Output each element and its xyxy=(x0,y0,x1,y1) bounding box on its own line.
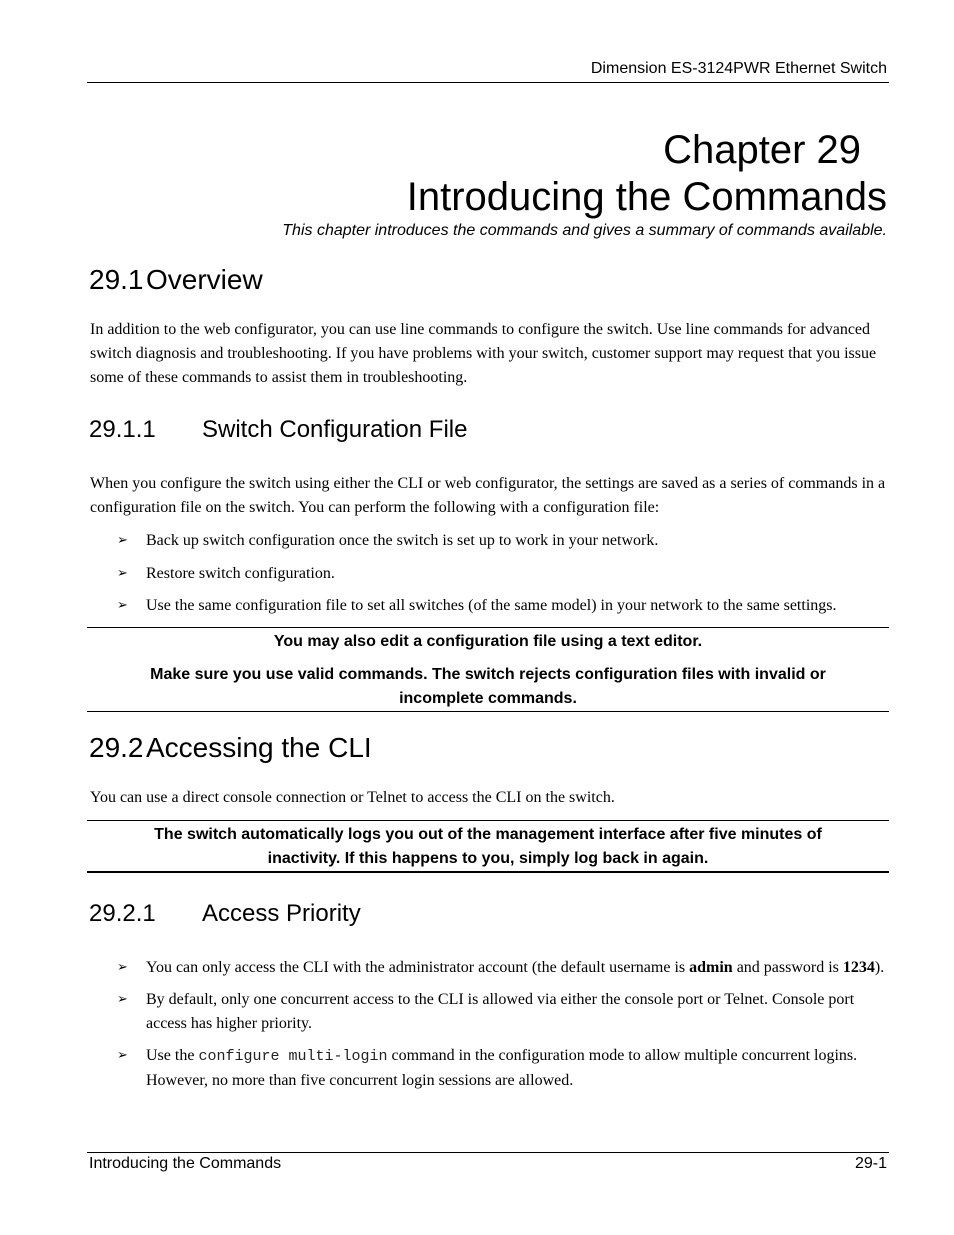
arrow-bullet-icon: ➢ xyxy=(117,533,128,548)
list-item: ➢ By default, only one concurrent access to the CLI is allowed via either the console port or Telnet. Console port access has higher priority. xyxy=(117,988,892,1036)
chapter-title xyxy=(407,127,887,221)
note-line: The switch automatically logs you out of the management interface after five minutes of inactivity. If this happens to you, simply log back in again. xyxy=(154,826,822,867)
arrow-bullet-icon: ➢ xyxy=(117,566,128,581)
chapter-number: Chapter 29 xyxy=(663,127,861,172)
list-item: ➢ Back up switch configuration once the switch is set up to work in your network. xyxy=(117,529,892,553)
arrow-bullet-icon: ➢ xyxy=(117,992,128,1007)
section-title: Switch Configuration File xyxy=(202,416,468,443)
footer-chapter-name: Introducing the Commands xyxy=(89,1155,282,1172)
chapter-intro: This chapter introduces the commands and gives a summary of commands available. xyxy=(282,222,887,239)
document-page xyxy=(87,0,889,1235)
section-heading-29-2-1 xyxy=(89,900,361,928)
section-heading-29-1 xyxy=(89,264,263,296)
header-rule xyxy=(87,82,889,83)
note-box-logout xyxy=(87,820,889,873)
page-number: 29-1 xyxy=(854,1155,887,1172)
arrow-bullet-icon: ➢ xyxy=(117,960,128,975)
list-item: ➢ You can only access the CLI with the administrator account (the default username is admin and password is 1234). xyxy=(117,956,892,980)
section-title: Accessing the CLI xyxy=(146,732,372,763)
section-number: 29.2 xyxy=(89,732,144,763)
list-item: ➢ Restore switch configuration. xyxy=(117,562,892,586)
config-file-paragraph: When you configure the switch using either the CLI or web configurator, the settings are saved as a series of commands in a configuration file on the switch. You can perform the following with a configuration file: xyxy=(90,475,886,516)
section-heading-29-1-1 xyxy=(89,416,467,444)
note-line: You may also edit a configuration file using a text editor. xyxy=(273,633,703,650)
list-item: ➢ Use the same configuration file to set all switches (of the same model) in your network to the same settings. xyxy=(117,594,892,618)
section-heading-29-2 xyxy=(89,732,372,764)
section-title: Overview xyxy=(146,264,263,295)
section-number: 29.2.1 xyxy=(89,900,156,927)
list-item: ➢ Use the configure multi-login command in the configuration mode to allow multiple concurrent logins. However, no more than five concurrent login sessions are allowed. xyxy=(117,1044,892,1093)
section-number: 29.1 xyxy=(89,264,144,295)
arrow-bullet-icon: ➢ xyxy=(117,1048,128,1063)
overview-paragraph: In addition to the web configurator, you can use line commands to configure the switch. Use line commands for advanced switch diagnosis and troubleshooting. If you have problems with your switch, customer support may request that you issue some of these commands to assist them in troubleshooting. xyxy=(90,321,877,386)
config-file-bullets xyxy=(117,529,892,618)
chapter-name: Introducing the Commands xyxy=(406,174,887,219)
section-number: 29.1.1 xyxy=(89,416,156,443)
default-username: admin xyxy=(689,959,733,976)
arrow-bullet-icon: ➢ xyxy=(117,598,128,613)
section-title: Access Priority xyxy=(202,900,361,927)
note-box-config xyxy=(87,627,889,712)
default-password: 1234 xyxy=(842,959,875,976)
note-line: Make sure you use valid commands. The switch rejects configuration files with invalid or incomplete commands. xyxy=(150,666,826,707)
command-code: configure multi-login xyxy=(198,1048,388,1065)
cli-paragraph: You can use a direct console connection or Telnet to access the CLI on the switch. xyxy=(90,789,615,806)
running-header: Dimension ES-3124PWR Ethernet Switch xyxy=(590,60,887,77)
access-priority-bullets xyxy=(117,956,892,1093)
footer-rule xyxy=(87,1152,889,1153)
